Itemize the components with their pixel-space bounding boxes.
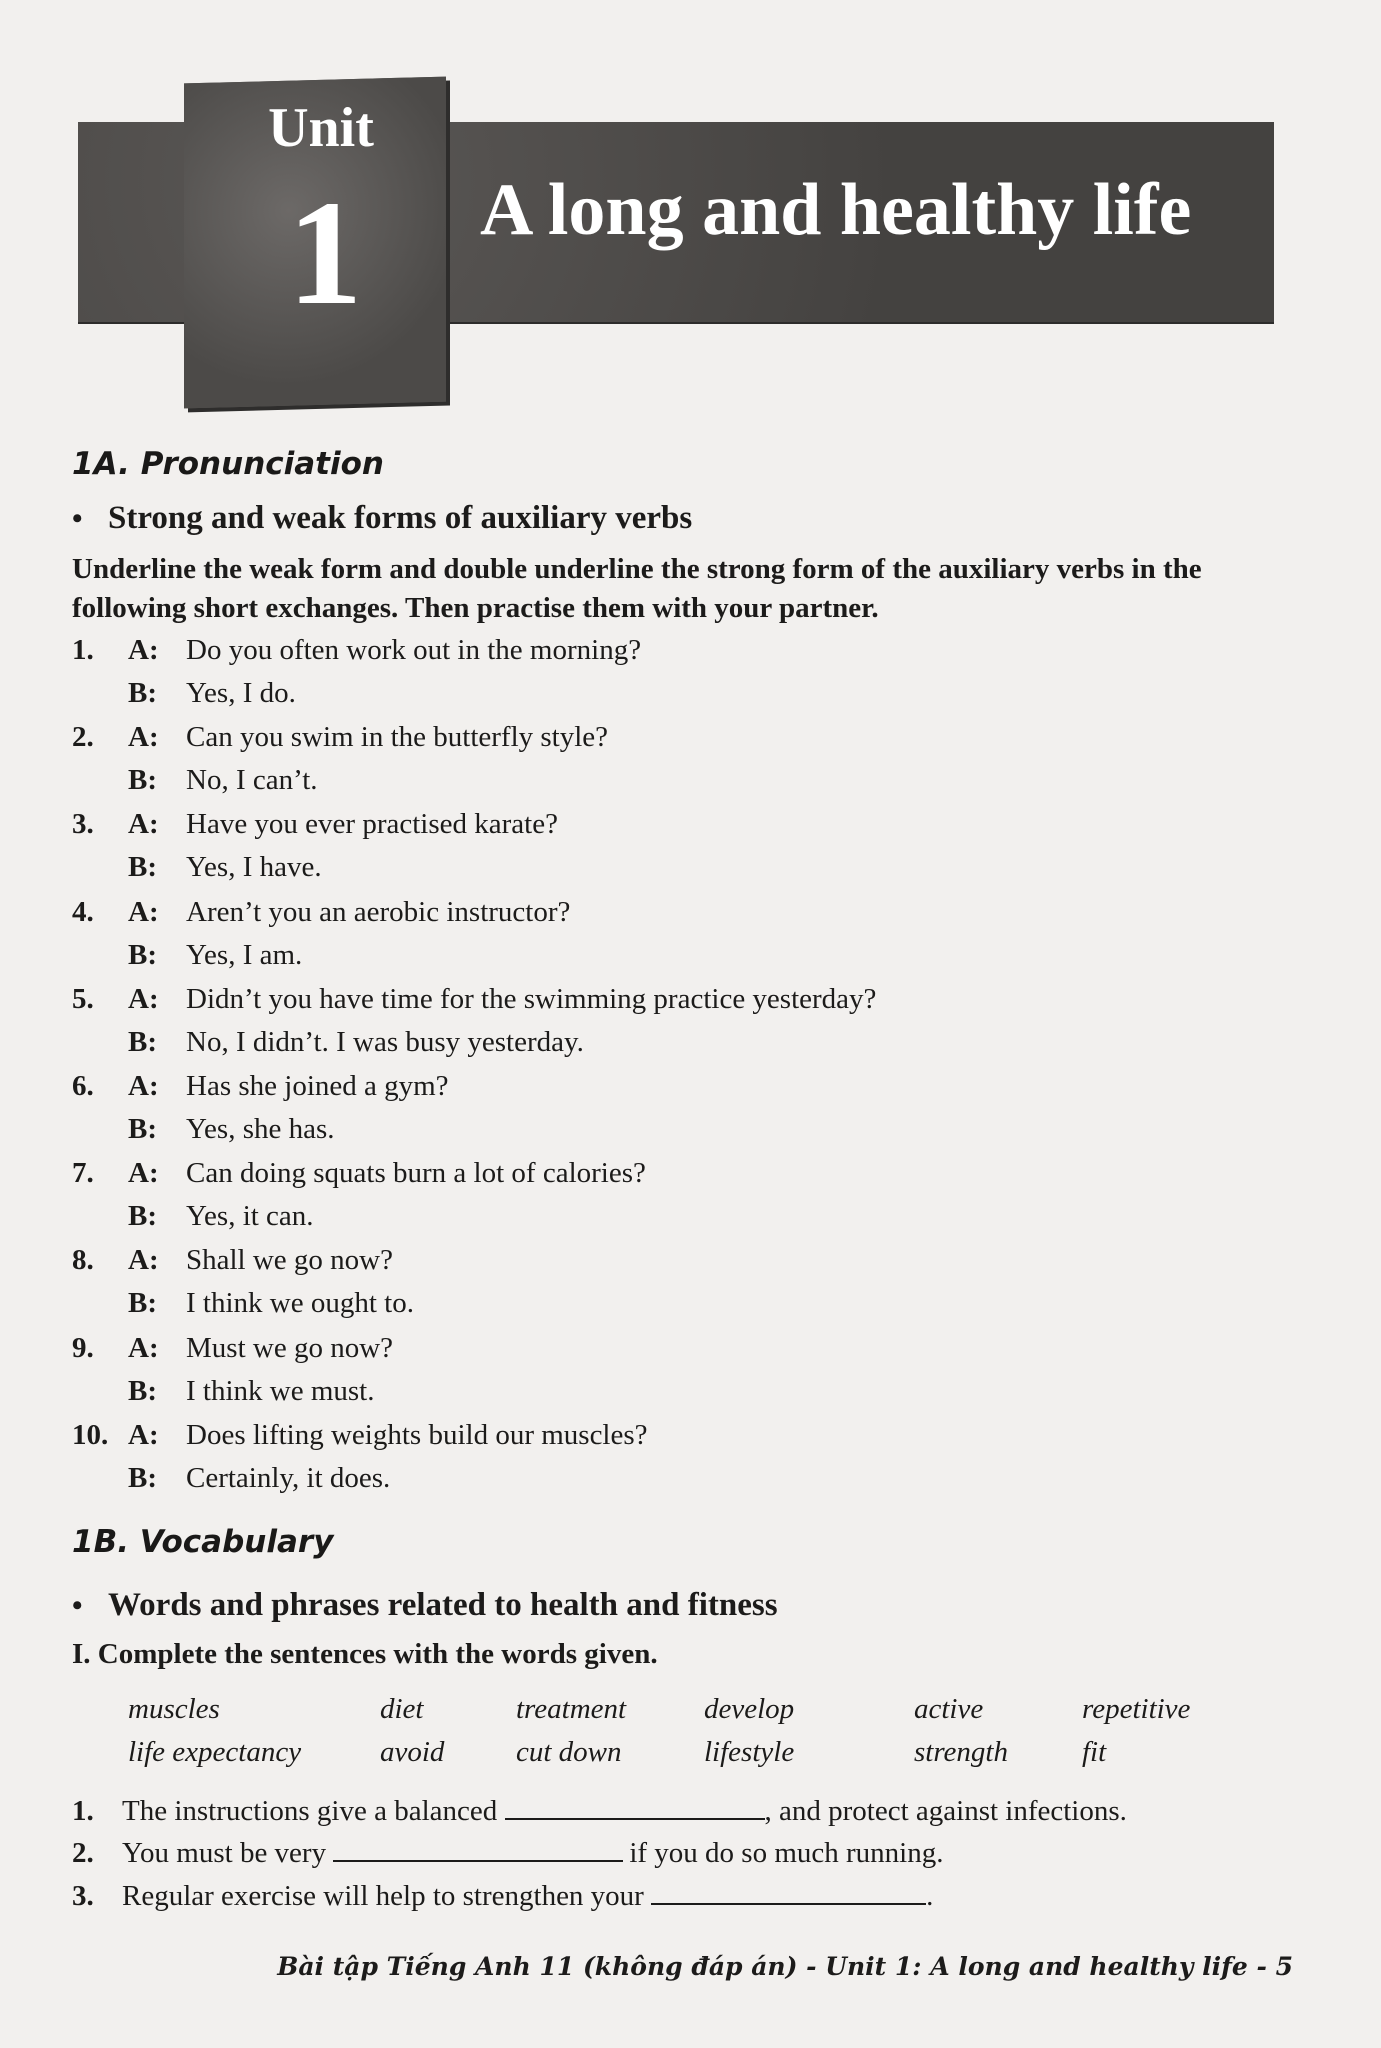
exchange-text: No, I can’t.	[186, 764, 318, 796]
speaker-label: B:	[128, 1113, 157, 1145]
exchange-text: I think we must.	[186, 1375, 375, 1407]
speaker-label: B:	[128, 1200, 157, 1232]
exchange-number: 1.	[72, 634, 94, 666]
unit-title: A long and healthy life	[480, 169, 1192, 251]
speaker-label: A:	[128, 1157, 159, 1189]
sentence-text-before: Regular exercise will help to strengthen your	[122, 1880, 644, 1912]
fill-in-sentence	[72, 1879, 933, 1913]
exchange-text: Yes, I am.	[186, 939, 303, 971]
speaker-label: B:	[128, 851, 157, 883]
sentence-number: 3.	[72, 1880, 94, 1912]
word-bank-item: fit	[1082, 1736, 1107, 1768]
speaker-label: A:	[128, 1332, 159, 1364]
speaker-label: B:	[128, 764, 157, 796]
exchange-number: 7.	[72, 1157, 94, 1189]
word-bank-item: repetitive	[1082, 1693, 1191, 1725]
unit-label: Unit	[268, 97, 374, 159]
exchange-number: 9.	[72, 1332, 94, 1364]
unit-number: 1	[287, 170, 363, 336]
pronunciation-topic-text: Strong and weak forms of auxiliary verbs	[108, 500, 693, 536]
answer-blank[interactable]	[505, 1794, 765, 1820]
exchange-number: 6.	[72, 1070, 94, 1102]
word-bank-item: lifestyle	[704, 1736, 795, 1768]
speaker-label: B:	[128, 677, 157, 709]
speaker-label: A:	[128, 808, 159, 840]
exchange-text: I think we ought to.	[186, 1287, 414, 1319]
exchange-text: Didn’t you have time for the swimming practice yesterday?	[186, 983, 877, 1015]
word-bank-item: strength	[914, 1736, 1008, 1768]
exchange-text: Must we go now?	[186, 1332, 394, 1364]
speaker-label: A:	[128, 1244, 159, 1276]
word-bank-item: avoid	[380, 1736, 445, 1768]
speaker-label: A:	[128, 983, 159, 1015]
speaker-label: B:	[128, 1287, 157, 1319]
pronunciation-topic	[72, 500, 692, 537]
word-bank-item: cut down	[516, 1736, 622, 1768]
sentence-text-before: You must be very	[122, 1837, 327, 1869]
sentence-text-before: The instructions give a balanced	[122, 1795, 498, 1827]
speaker-label: A:	[128, 634, 159, 666]
exchange-number: 10.	[72, 1419, 109, 1451]
speaker-label: B:	[128, 1375, 157, 1407]
exchange-text: Certainly, it does.	[186, 1462, 391, 1494]
answer-blank[interactable]	[651, 1879, 926, 1905]
bullet-icon: •	[72, 502, 83, 535]
word-bank-item: life expectancy	[128, 1736, 302, 1768]
exchange-text: Has she joined a gym?	[186, 1070, 449, 1102]
exchange-text: Yes, I have.	[186, 851, 322, 883]
sentence-text-after: .	[926, 1880, 934, 1912]
sentence-number: 1.	[72, 1795, 94, 1827]
speaker-label: A:	[128, 1070, 159, 1102]
answer-blank[interactable]	[333, 1836, 623, 1862]
speaker-label: A:	[128, 896, 159, 928]
speaker-label: B:	[128, 1026, 157, 1058]
word-bank-item: develop	[704, 1693, 795, 1725]
word-bank-item: muscles	[128, 1693, 220, 1725]
exchange-text: Yes, I do.	[186, 677, 296, 709]
exchange-text: Shall we go now?	[186, 1244, 393, 1276]
exchange-number: 8.	[72, 1244, 94, 1276]
vocabulary-instruction: I. Complete the sentences with the words given.	[72, 1638, 658, 1670]
sentence-text-after: if you do so much running.	[629, 1837, 944, 1869]
exchange-number: 3.	[72, 808, 94, 840]
fill-in-sentence	[72, 1836, 944, 1870]
pronunciation-heading: 1A. Pronunciation	[72, 446, 384, 482]
exchange-text: Yes, she has.	[186, 1113, 335, 1145]
exchange-number: 2.	[72, 721, 94, 753]
word-bank-item: diet	[380, 1693, 424, 1725]
exchange-text: Can you swim in the butterfly style?	[186, 721, 609, 753]
vocabulary-topic-text: Words and phrases related to health and fitness	[108, 1587, 778, 1623]
vocabulary-heading: 1B. Vocabulary	[72, 1524, 334, 1560]
exchange-text: Does lifting weights build our muscles?	[186, 1419, 648, 1451]
exchange-text: Have you ever practised karate?	[186, 808, 558, 840]
exchange-text: Yes, it can.	[186, 1200, 314, 1232]
page-footer: Bài tập Tiếng Anh 11 (không đáp án) - Unit 1: A long and healthy life - 5	[277, 1952, 1293, 1981]
word-bank-item: active	[914, 1693, 984, 1725]
exchange-text: No, I didn’t. I was busy yesterday.	[186, 1026, 584, 1058]
speaker-label: A:	[128, 1419, 159, 1451]
exchange-number: 4.	[72, 896, 94, 928]
exchange-number: 5.	[72, 983, 94, 1015]
bullet-icon: •	[72, 1589, 83, 1622]
exchange-text: Do you often work out in the morning?	[186, 634, 642, 666]
sentence-number: 2.	[72, 1837, 94, 1869]
fill-in-sentence	[72, 1794, 1127, 1828]
word-bank-item: treatment	[516, 1693, 627, 1725]
speaker-label: B:	[128, 1462, 157, 1494]
speaker-label: A:	[128, 721, 159, 753]
vocabulary-topic	[72, 1587, 778, 1624]
exchange-text: Can doing squats burn a lot of calories?	[186, 1157, 646, 1189]
speaker-label: B:	[128, 939, 157, 971]
pronunciation-instruction: Underline the weak form and double underline the strong form of the auxiliary verbs in the following short exchanges. Then practise them with your partner.	[72, 553, 1202, 624]
sentence-text-after: , and protect against infections.	[764, 1795, 1127, 1827]
exchange-text: Aren’t you an aerobic instructor?	[186, 896, 571, 928]
